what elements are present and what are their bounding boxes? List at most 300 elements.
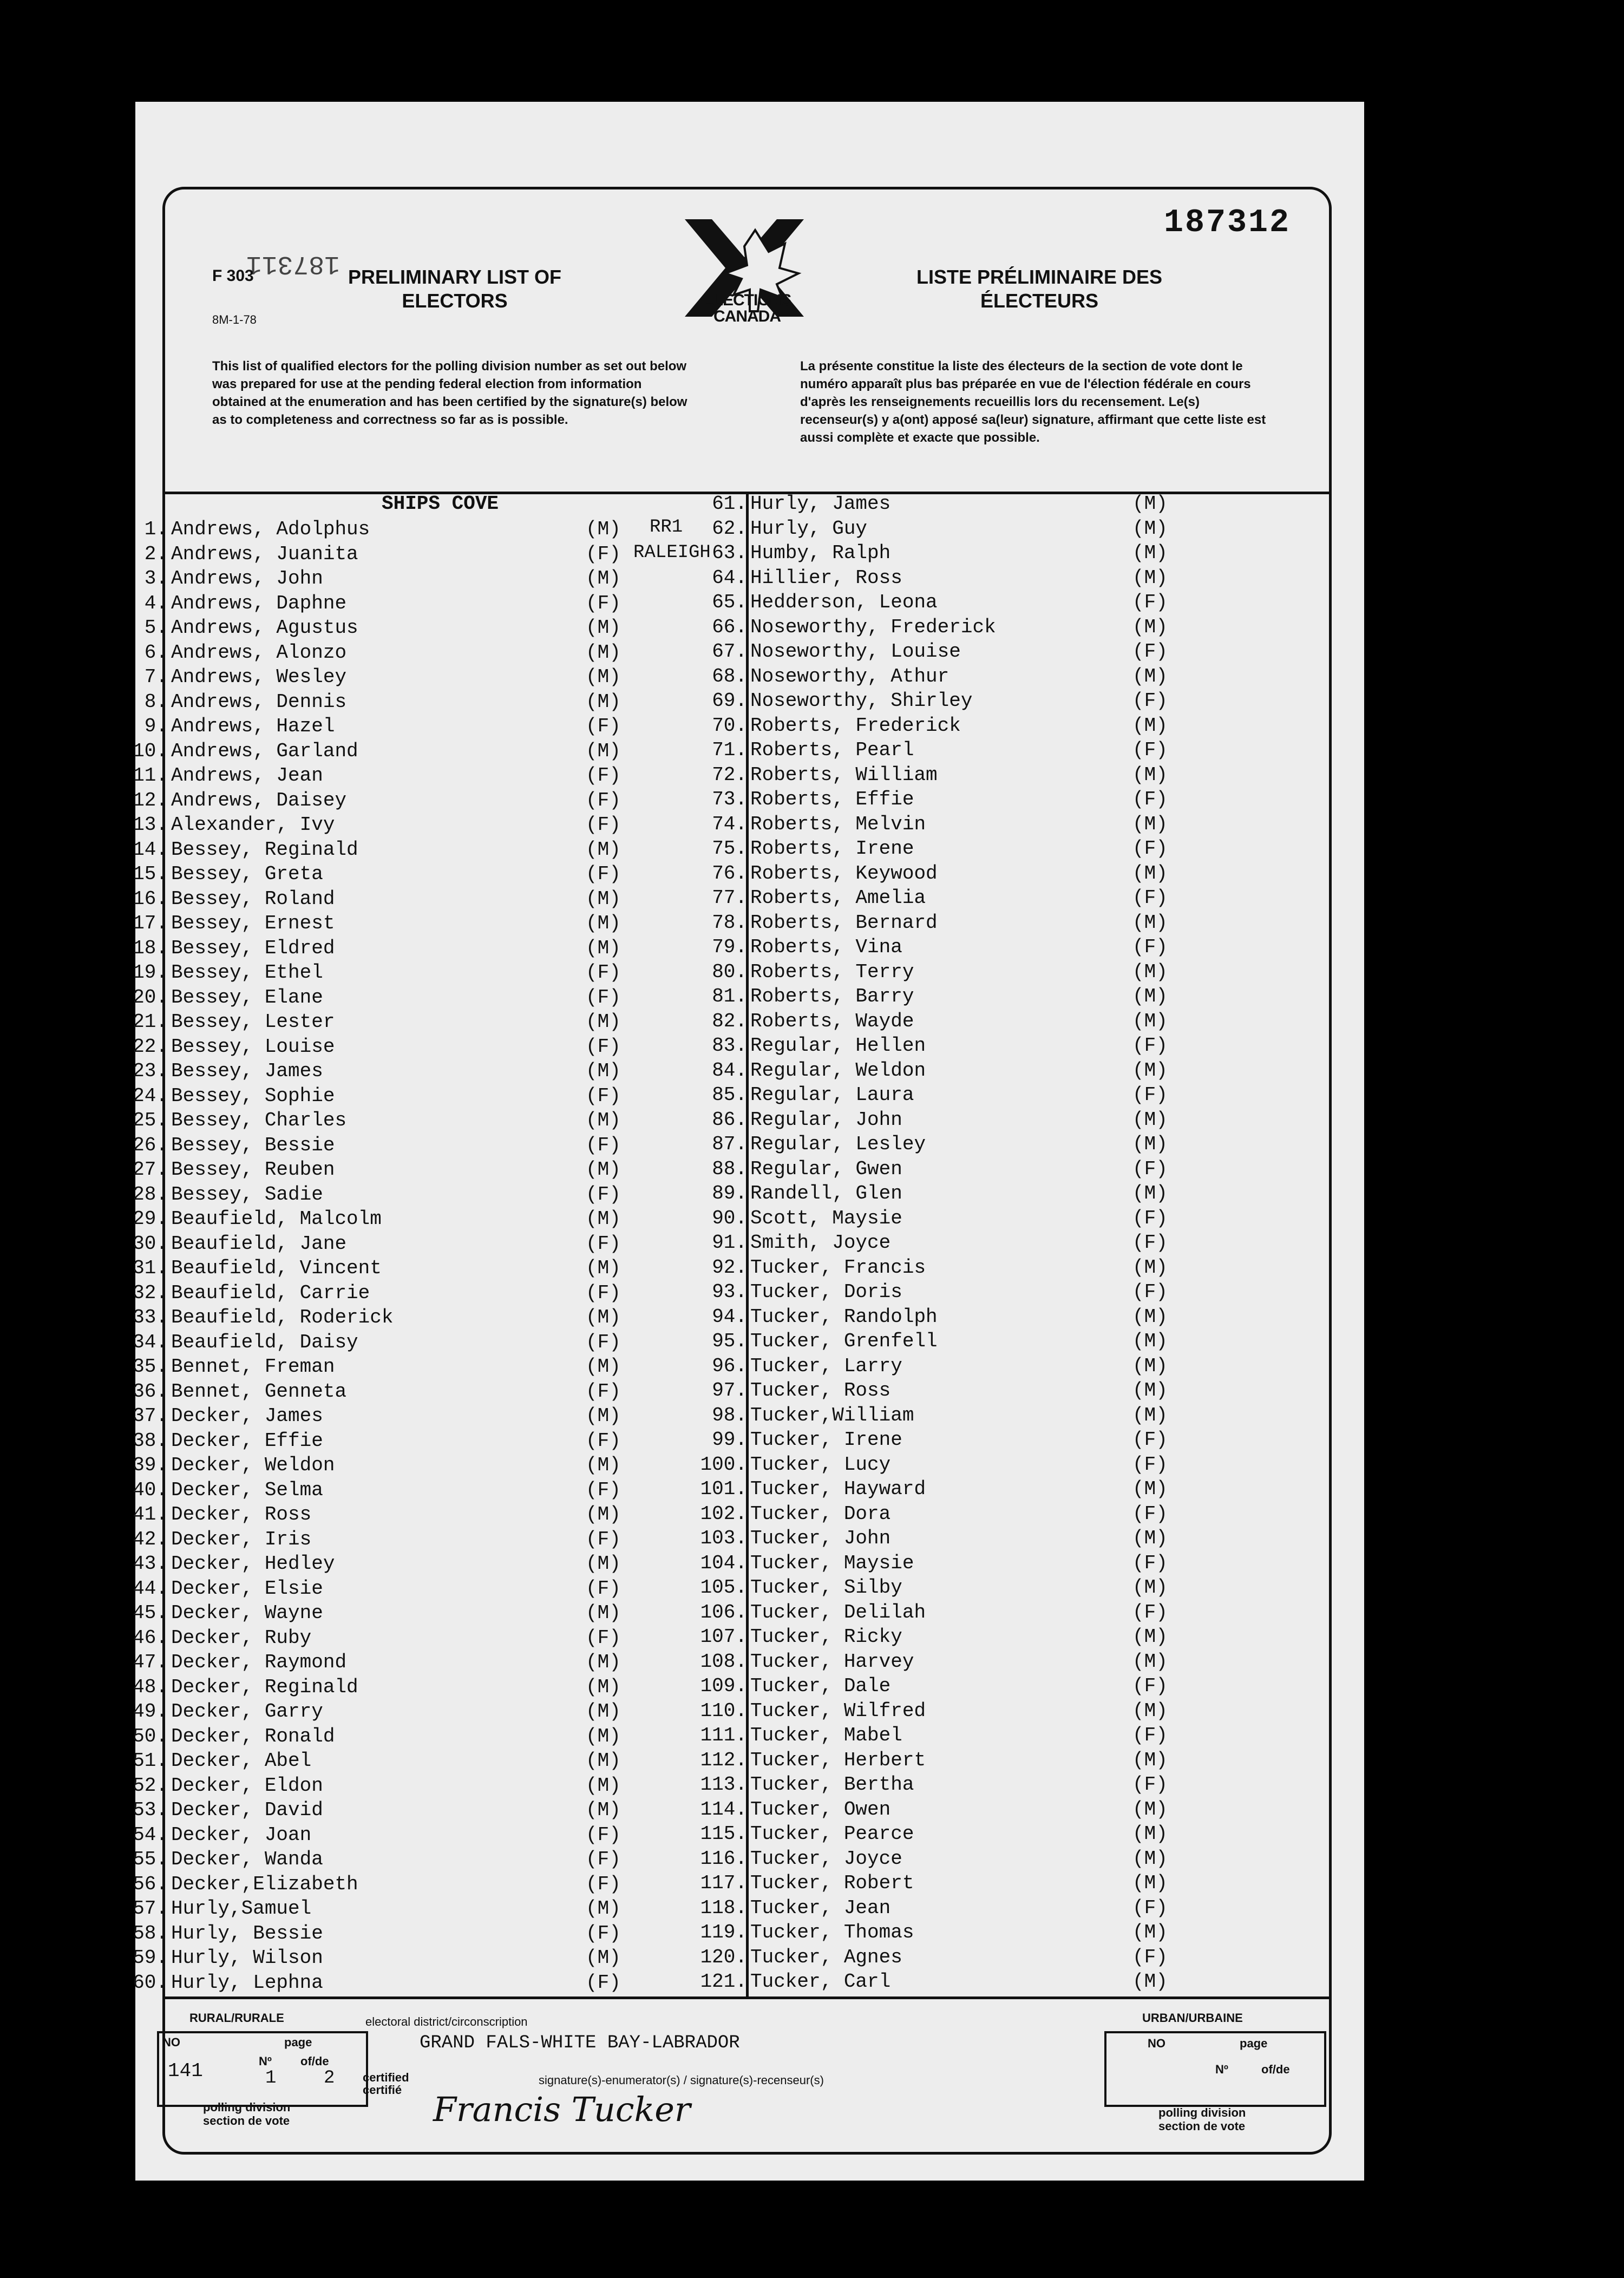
elector-sex: (M) [586,1602,621,1624]
elector-number: 97. [712,1379,747,1402]
elector-row [699,861,1176,886]
elector-row [699,984,1176,1009]
elector-row [699,911,1176,935]
elector-sex: (M) [586,690,621,713]
elector-row [699,1502,1176,1526]
elector-sex: (M) [1132,1798,1168,1821]
elector-sex: (M) [1132,517,1168,540]
elector-number: 35. [133,1356,168,1378]
elector-row [699,1083,1176,1107]
elector-sex: (M) [586,1897,621,1920]
elector-name: Regular, Hellen [750,1035,926,1057]
elector-sex: (M) [586,1109,621,1131]
elector-number: 10. [133,739,168,762]
elector-row [120,1379,629,1404]
elector-number: 44. [133,1577,168,1600]
elector-row [699,1723,1176,1747]
elector-name: Decker, Wanda [171,1848,323,1870]
elector-name: Tucker, Mabel [750,1724,902,1746]
elector-sex: (F) [1132,788,1168,810]
elector-row [120,1896,629,1921]
elector-name: Bessey, Eldred [171,937,335,959]
elector-number: 87. [712,1133,747,1155]
elector-number: 38. [133,1429,168,1452]
elector-row [120,1773,629,1798]
elector-name: Regular, Laura [750,1084,914,1106]
elector-sex: (M) [586,1947,621,1969]
elector-number: 75. [712,837,747,860]
elector-number: 19. [133,961,168,984]
elector-sex: (M) [586,1503,621,1526]
elector-name: Decker, Joan [171,1823,312,1846]
elector-sex: (M) [586,1553,621,1575]
elector-sex: (M) [1132,1699,1168,1722]
elector-row [120,1108,629,1133]
elector-row [699,1403,1176,1428]
elector-name: Decker, Effie [171,1429,323,1452]
elector-number: 53. [133,1799,168,1821]
elector-number: 69. [712,690,747,712]
elector-name: Hurly, James [750,493,891,515]
elector-number: 47. [133,1651,168,1673]
elector-row [120,1699,629,1724]
elector-number: 102. [700,1502,747,1525]
elector-sex: (F) [586,863,621,885]
elector-number: 71. [712,739,747,761]
elector-name: Humby, Ralph [750,542,891,564]
elector-name: Tucker, Maysie [750,1552,914,1574]
elector-name: Tucker, Joyce [750,1847,902,1870]
elector-name: Roberts, Melvin [750,813,926,835]
elector-row [699,1945,1176,1969]
elector-name: Tucker, Pearce [750,1823,914,1845]
elector-sex: (M) [586,1725,621,1747]
elector-name: Roberts, Frederick [750,714,961,737]
elector-name: Andrews, Hazel [171,715,335,737]
elector-number: 23. [133,1060,168,1082]
elector-row [699,1969,1176,1994]
elector-row [120,591,629,616]
elector-sex: (M) [1132,1404,1168,1426]
elector-name: Bessey, Reginald [171,838,358,861]
elector-number: 14. [133,838,168,861]
elector-sex: (M) [586,1356,621,1378]
elector-number: 3. [144,567,168,590]
elector-sex: (M) [1132,1478,1168,1500]
elector-name: Roberts, Wayde [750,1010,914,1032]
elector-row [699,1058,1176,1083]
elector-row [699,541,1176,565]
elector-row [120,1601,629,1625]
elector-sex: (F) [1132,739,1168,761]
elector-name: Roberts, Bernard [750,911,938,934]
elector-name: Decker, Ronald [171,1725,335,1747]
elector-row [699,689,1176,713]
elector-name: Tucker, Dora [750,1502,891,1525]
elector-row [120,640,629,665]
elector-sex: (M) [1132,763,1168,786]
elector-number: 49. [133,1700,168,1723]
elector-sex: (M) [586,1675,621,1698]
elector-name: Tucker,William [750,1404,914,1426]
logo-text: ELECTIONS CANADA [703,291,791,325]
elector-row [699,615,1176,639]
elector-sex: (F) [586,1183,621,1206]
elector-number: 15. [133,863,168,885]
elector-sex: (F) [1132,1502,1168,1525]
elector-sex: (F) [586,961,621,984]
elector-number: 8. [144,690,168,713]
elector-row [699,1896,1176,1920]
elector-sex: (F) [586,1577,621,1600]
elector-sex: (M) [1132,1626,1168,1648]
elector-row [699,1452,1176,1477]
elector-number: 24. [133,1084,168,1107]
elector-number: 119. [700,1921,747,1943]
elector-sex: (M) [1132,1971,1168,1993]
elector-number: 33. [133,1306,168,1328]
elector-name: Tucker, Carl [750,1971,891,1993]
elector-row [120,763,629,788]
elector-sex: (F) [586,1971,621,1994]
elector-row [699,1871,1176,1895]
elector-name: Hillier, Ross [750,566,902,589]
elector-number: 37. [133,1405,168,1427]
elector-name: Decker, David [171,1799,323,1821]
elector-sex: (F) [586,1281,621,1304]
rural-page-label: page [284,2035,312,2049]
elector-row [120,1823,629,1847]
elector-name: Beaufield, Jane [171,1232,347,1255]
footer-divider [162,1996,1332,1999]
elector-row [120,837,629,862]
elector-name: Beaufield, Carrie [171,1281,370,1304]
elector-sex: (F) [586,1922,621,1945]
elector-sex: (F) [586,814,621,836]
elector-name: Roberts, Terry [750,960,914,983]
elector-name: Decker, Reginald [171,1675,358,1698]
elector-sex: (F) [1132,1207,1168,1229]
elector-name: Hurly, Guy [750,517,868,540]
elector-number: 61. [712,493,747,515]
elector-sex: (F) [1132,1724,1168,1746]
elector-row [699,1255,1176,1280]
elector-sex: (M) [586,567,621,590]
elector-sex: (F) [586,1873,621,1895]
elector-name: Roberts, Pearl [750,739,914,761]
elector-number: 36. [133,1380,168,1403]
elector-sex: (F) [1132,1675,1168,1697]
elector-sex: (M) [586,1651,621,1673]
elector-sex: (M) [1132,1108,1168,1131]
elector-number: 118. [700,1896,747,1919]
elector-number: 58. [133,1922,168,1945]
elector-number: 78. [712,911,747,934]
elector-row [699,935,1176,959]
elector-number: 17. [133,912,168,934]
elector-name: Andrews, Garland [171,739,358,762]
elector-name: Noseworthy, Louise [750,640,961,663]
elector-name: Roberts, Irene [750,837,914,860]
elector-name: Bennet, Freman [171,1356,335,1378]
elector-sex: (F) [586,789,621,811]
elector-sex: (F) [1132,1157,1168,1180]
elector-row [699,738,1176,762]
elector-name: Tucker, Harvey [750,1650,914,1673]
elector-name: Regular, Gwen [750,1157,902,1180]
elector-number: 105. [700,1576,747,1599]
elector-name: Hedderson, Leona [750,591,938,613]
elector-number: 31. [133,1257,168,1279]
address-line-1: RR1 [650,517,683,538]
elector-row [699,763,1176,787]
elector-number: 64. [712,566,747,589]
elector-number: 81. [712,985,747,1007]
elector-sex: (M) [586,937,621,959]
elector-row [120,739,629,763]
elector-row [699,1378,1176,1403]
elector-sex: (M) [1132,985,1168,1007]
rural-no-small: Nº [259,2054,272,2068]
elector-row [699,1157,1176,1181]
form-code: F 303 [212,267,254,285]
elector-sex: (F) [586,1528,621,1550]
elector-number: 39. [133,1454,168,1476]
elector-row [699,1108,1176,1132]
elector-number: 112. [700,1749,747,1771]
elector-number: 22. [133,1035,168,1058]
elector-number: 117. [700,1872,747,1894]
elector-name: Tucker, Dale [750,1675,891,1697]
elector-name: Hurly, Bessie [171,1922,323,1945]
elector-row [699,1230,1176,1255]
elector-row [699,1600,1176,1625]
elector-number: 48. [133,1675,168,1698]
elector-number: 30. [133,1232,168,1255]
elector-name: Tucker, Randolph [750,1305,938,1328]
elector-sex: (M) [1132,1823,1168,1845]
elector-sex: (F) [586,1084,621,1107]
elector-row [120,714,629,738]
elector-name: Tucker, Doris [750,1281,902,1303]
elector-row [120,1035,629,1059]
elector-name: Roberts, Amelia [750,887,926,909]
elector-name: Tucker, Larry [750,1354,902,1377]
elector-row [120,862,629,886]
elector-sex: (F) [586,1134,621,1156]
elector-name: Regular, John [750,1108,902,1131]
elector-row [699,1797,1176,1822]
elector-sex: (M) [1132,1921,1168,1943]
elector-name: Decker, Garry [171,1700,323,1723]
elector-row [699,492,1176,516]
elector-name: Decker, Wayne [171,1602,323,1624]
elector-name: Bessey, Lester [171,1011,335,1033]
elector-sex: (F) [1132,1084,1168,1106]
elector-number: 57. [133,1897,168,1920]
elector-row [120,665,629,689]
elector-number: 83. [712,1035,747,1057]
elector-number: 103. [700,1527,747,1549]
elector-sex: (M) [1132,714,1168,737]
elector-number: 13. [133,814,168,836]
title-english: PRELIMINARY LIST OF ELECTORS [348,266,561,312]
elector-row [699,516,1176,541]
elector-row [699,590,1176,614]
page-total: 2 [324,2068,335,2089]
elector-name: Tucker, Silby [750,1576,902,1599]
elector-number: 90. [712,1207,747,1229]
elector-name: Decker, Raymond [171,1651,347,1673]
elector-sex: (M) [1132,1379,1168,1402]
elector-sex: (F) [1132,1035,1168,1057]
elector-name: Decker, Iris [171,1528,312,1550]
elector-number: 82. [712,1010,747,1032]
elector-sex: (F) [586,1848,621,1870]
elector-number: 88. [712,1157,747,1180]
elector-name: Tucker, Lucy [750,1453,891,1476]
elector-row [699,1206,1176,1230]
elector-row [699,886,1176,910]
elector-sex: (M) [1132,1354,1168,1377]
elector-number: 9. [144,715,168,737]
elector-row [120,542,629,566]
elector-sex: (M) [586,912,621,934]
elector-name: Roberts, Vina [750,936,902,958]
elector-name: Bennet, Genneta [171,1380,347,1403]
elector-number: 63. [712,542,747,564]
elector-sex: (M) [1132,1576,1168,1599]
elector-row [120,1232,629,1256]
elector-sex: (M) [586,1208,621,1230]
form-batch: 8M-1-78 [212,313,257,326]
elector-number: 55. [133,1848,168,1870]
elector-number: 60. [133,1971,168,1994]
elector-row [699,1009,1176,1033]
elector-number: 92. [712,1256,747,1279]
elector-row [699,1526,1176,1550]
elector-number: 16. [133,887,168,910]
elector-row [120,1552,629,1576]
elector-name: Tucker, Jean [750,1896,891,1919]
elector-name: Tucker, Bertha [750,1773,914,1796]
elector-sex: (M) [586,1306,621,1328]
elector-number: 40. [133,1478,168,1501]
elector-sex: (M) [1132,1256,1168,1279]
elector-name: Bessey, Ernest [171,912,335,934]
elector-name: Hurly, Wilson [171,1947,323,1969]
elector-row [699,1822,1176,1846]
elector-row [120,1650,629,1674]
elector-name: Tucker, Ricky [750,1626,902,1648]
elector-number: 62. [712,517,747,540]
elector-number: 70. [712,714,747,737]
elector-number: 56. [133,1873,168,1895]
elector-number: 108. [700,1650,747,1673]
elector-number: 114. [700,1798,747,1821]
elector-number: 107. [700,1626,747,1648]
elector-row [699,812,1176,836]
elector-row [699,664,1176,689]
title-french: LISTE PRÉLIMINAIRE DES ÉLECTEURS [916,266,1163,312]
elector-name: Andrews, Juanita [171,542,358,565]
elector-number: 68. [712,665,747,688]
elector-row [699,566,1176,590]
elector-sex: (F) [586,1232,621,1255]
elector-number: 98. [712,1404,747,1426]
elector-row [120,1330,629,1354]
elector-row [120,1946,629,1970]
urban-section-label: section de vote [1158,2119,1246,2133]
elector-sex: (F) [1132,837,1168,860]
elector-number: 77. [712,887,747,909]
elector-sex: (M) [586,1257,621,1279]
elector-number: 21. [133,1011,168,1033]
elector-name: Bessey, Roland [171,887,335,910]
elector-sex: (M) [586,1454,621,1476]
elector-number: 121. [700,1971,747,1993]
elector-name: Roberts, Keywood [750,862,938,885]
elector-number: 111. [700,1724,747,1746]
elector-name: Roberts, Effie [750,788,914,810]
elector-number: 59. [133,1947,168,1969]
elector-number: 109. [700,1675,747,1697]
elector-name: Beaufield, Roderick [171,1306,394,1328]
elector-number: 76. [712,862,747,885]
elector-number: 2. [144,542,168,565]
elector-row [699,1181,1176,1206]
elector-row [120,1576,629,1601]
elector-row [699,1428,1176,1452]
elector-number: 34. [133,1331,168,1353]
elector-name: Andrews, Jean [171,764,323,787]
elector-number: 1. [144,518,168,540]
polling-division-label: polling division [203,2100,291,2114]
elector-number: 95. [712,1330,747,1352]
elector-row [699,1772,1176,1797]
elector-number: 100. [700,1453,747,1476]
elector-sex: (M) [1132,960,1168,983]
elector-name: Tucker, Thomas [750,1921,914,1943]
elector-sex: (M) [1132,1650,1168,1673]
elector-name: Noseworthy, Shirley [750,690,973,712]
elector-sex: (M) [586,617,621,639]
elector-row [120,1354,629,1379]
elector-sex: (M) [1132,1749,1168,1771]
elector-name: Andrews, Adolphus [171,518,370,540]
elector-row [699,1575,1176,1600]
elector-row [699,1280,1176,1304]
elector-sex: (F) [1132,1453,1168,1476]
elector-name: Decker,Elizabeth [171,1873,358,1895]
elector-sex: (F) [1132,1946,1168,1968]
elector-number: 50. [133,1725,168,1747]
elector-name: Scott, Maysie [750,1207,902,1229]
elector-number: 25. [133,1109,168,1131]
elector-row [699,1625,1176,1649]
elector-number: 51. [133,1750,168,1772]
elector-name: Andrews, Wesley [171,666,347,688]
elector-name: Noseworthy, Frederick [750,616,996,638]
elector-number: 41. [133,1503,168,1526]
elector-number: 42. [133,1528,168,1550]
elector-row [699,1649,1176,1674]
elector-row [699,1699,1176,1723]
elector-sex: (M) [586,1799,621,1821]
elector-name: Tucker, Herbert [750,1749,926,1771]
elector-name: Tucker, Agnes [750,1946,902,1968]
elector-row [120,887,629,911]
